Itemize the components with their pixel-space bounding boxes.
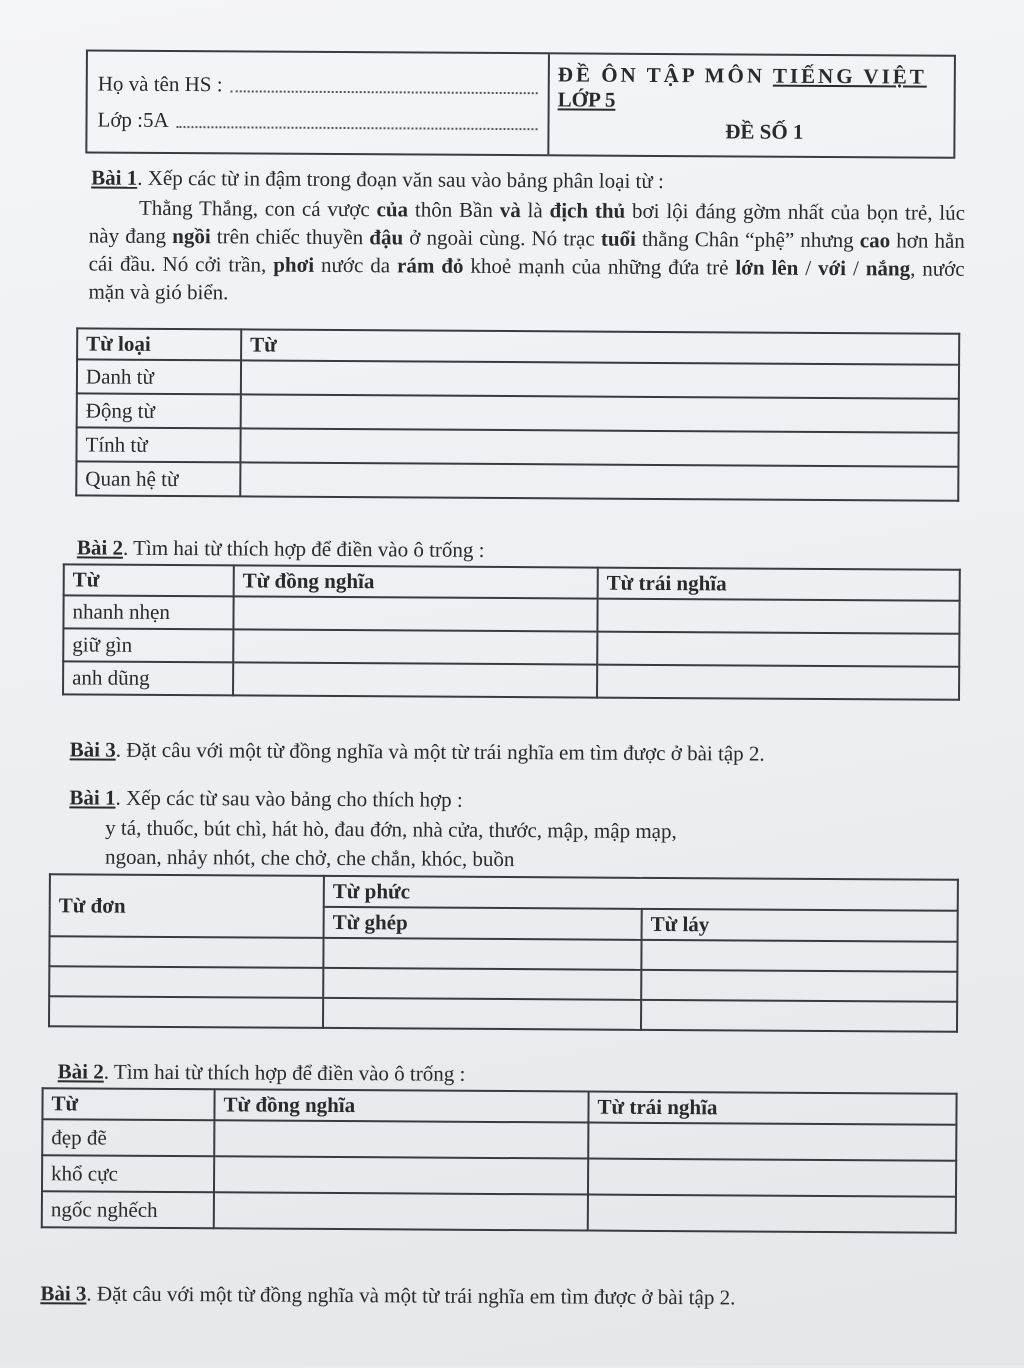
table-row (42, 1155, 956, 1197)
ex1b-title-num: Bài 1 (69, 785, 115, 809)
bold-keyword: phơi (273, 253, 314, 277)
header-single-word: Từ đơn (50, 874, 324, 938)
answer-cell[interactable] (323, 938, 641, 970)
bold-keyword: cao (860, 228, 890, 252)
header-cell: Từ trái nghĩa (588, 1092, 956, 1125)
answer-cell[interactable] (323, 968, 641, 1000)
table-row (76, 427, 958, 466)
passage-segment: bơi lội đáng gờm nhất của bọn trẻ, lúc này đang (89, 199, 965, 248)
answer-cell[interactable] (240, 462, 958, 500)
answer-cell[interactable] (240, 428, 958, 466)
ex2a-title-text: . Tìm hai từ thích hợp để điền vào ô trống : (123, 536, 485, 562)
bold-keyword: nắng (866, 256, 911, 280)
class-blank[interactable] (177, 112, 538, 130)
synonym-cell[interactable] (233, 629, 597, 664)
table-header-row (50, 874, 958, 911)
ex1b-title (69, 785, 463, 812)
header-box (85, 49, 956, 158)
antonym-cell[interactable] (588, 1195, 956, 1233)
row-word: nhanh nhẹn (63, 595, 233, 629)
ex1-passage (88, 193, 965, 310)
table-row (63, 628, 959, 666)
row-label: Danh từ (77, 359, 241, 394)
exam-subject: TIẾNG VIỆT (773, 64, 927, 89)
antonym-cell[interactable] (597, 599, 959, 634)
ex1b-title-text: . Xếp các từ sau vào bảng cho thích hợp : (115, 786, 462, 812)
synonym-cell[interactable] (214, 1156, 588, 1194)
ex3b-title-text: . Đặt câu với một từ đồng nghĩa và một từ trái nghĩa em tìm được ở bài tập 2. (86, 1281, 735, 1309)
passage-segment: ở ngoài cùng. Nó trạc (403, 225, 601, 250)
passage-segment: , nước mặn và gió biển. (88, 256, 964, 304)
answer-cell[interactable] (49, 966, 323, 998)
row-word: anh dũng (63, 661, 233, 695)
passage-segment: trên chiếc thuyền (211, 224, 370, 249)
answer-cell[interactable] (241, 360, 959, 398)
antonym-cell[interactable] (597, 632, 959, 667)
bold-keyword: đậu (369, 225, 403, 249)
ex1-title-num: Bài 1 (91, 165, 137, 189)
ex1-passage-text (88, 196, 965, 305)
answer-cell[interactable] (241, 394, 959, 432)
table-row (42, 1191, 956, 1233)
synonym-cell[interactable] (233, 596, 597, 631)
student-name-label: Họ và tên HS : (98, 71, 223, 97)
ex1b-word-type-table (48, 873, 959, 1033)
row-word: ngốc nghếch (42, 1191, 214, 1228)
bold-keyword: địch thủ (549, 198, 625, 222)
bold-keyword: của (377, 197, 409, 221)
ex3b-title-num: Bài 3 (40, 1281, 86, 1305)
synonym-cell[interactable] (214, 1192, 588, 1230)
header-cell: Từ đồng nghĩa (214, 1089, 588, 1122)
ex1b-word-list (105, 814, 677, 875)
bold-keyword: lớn lên (735, 255, 798, 279)
ex2a-synonym-table (62, 563, 961, 700)
bold-keyword: ngồi (172, 224, 211, 248)
passage-segment: thằng Chân “phệ” nhưng (636, 227, 860, 252)
synonym-cell[interactable] (233, 662, 597, 697)
synonym-cell[interactable] (214, 1120, 588, 1158)
ex1-title (91, 165, 664, 193)
passage-segment: thôn Bần (408, 197, 500, 222)
table-row (77, 393, 959, 432)
ex1-title-text: . Xếp các từ in đậm trong đoạn văn sau vào bảng phân loại từ : (137, 166, 664, 193)
bold-keyword: và (500, 198, 521, 222)
word-list-line: y tá, thuốc, bút chì, hát hò, đau đớn, nhà cửa, thước, mập, mập mạp, (105, 814, 677, 846)
row-word: đẹp đẽ (42, 1119, 214, 1156)
ex3b-title (40, 1281, 735, 1310)
header-cell: Từ (64, 564, 234, 596)
table-row (49, 996, 957, 1032)
passage-segment: là (521, 198, 550, 222)
ex2a-title (77, 535, 485, 562)
ex2a-title-num: Bài 2 (77, 535, 123, 559)
header-compound-word: Từ phức (324, 876, 958, 911)
answer-cell[interactable] (49, 936, 323, 968)
row-label: Tính từ (76, 427, 240, 462)
bold-keyword: với (818, 256, 846, 280)
table-row (42, 1119, 956, 1161)
ex2b-title-num: Bài 2 (58, 1059, 104, 1083)
class-row (97, 102, 537, 141)
bold-keyword: tuổi (601, 227, 636, 251)
bold-keyword: rám đỏ (397, 253, 464, 277)
ex1-word-class-table (75, 327, 960, 501)
header-cell: Từ đồng nghĩa (234, 565, 598, 598)
answer-cell[interactable] (641, 940, 957, 972)
exam-number: ĐỀ SỐ 1 (725, 119, 803, 144)
header-lay: Từ láy (642, 909, 958, 942)
ex2b-synonym-table (41, 1087, 958, 1234)
ex3a-title (70, 737, 765, 766)
antonym-cell[interactable] (588, 1123, 956, 1161)
table-row (77, 359, 959, 398)
student-info (87, 51, 550, 154)
exam-title-prefix: ĐỀ ÔN TẬP MÔN (558, 62, 765, 87)
row-label: Quan hệ từ (76, 461, 240, 496)
antonym-cell[interactable] (597, 665, 959, 700)
passage-segment: khoẻ mạnh của những đứa trẻ (463, 254, 735, 280)
exam-grade: LỚP 5 (558, 87, 946, 114)
row-word: khổ cực (42, 1155, 214, 1192)
table-row (76, 461, 958, 500)
passage-segment: / (798, 256, 818, 280)
passage-segment: nước da (314, 253, 397, 278)
exam-info (549, 54, 954, 156)
passage-segment: / (846, 256, 866, 280)
exam-title (558, 62, 946, 89)
header-cell: Từ (42, 1088, 214, 1120)
passage-segment: Thằng Thắng, con cá vược (139, 196, 377, 221)
ex2b-title (58, 1059, 466, 1086)
student-name-blank[interactable] (231, 76, 538, 94)
word-list-line: ngoan, nhảy nhót, che chở, che chắn, khóc, buồn (105, 843, 677, 875)
answer-cell[interactable] (641, 970, 957, 1002)
row-word: giữ gìn (63, 628, 233, 662)
student-name-row (98, 66, 538, 105)
class-label: Lớp :5A (97, 107, 168, 132)
table-row (63, 661, 959, 699)
passage-segment: hơn hẳn cái đầu. Nó cởi trần, (89, 228, 965, 276)
header-cell: Từ trái nghĩa (598, 568, 960, 601)
table-row (63, 595, 959, 633)
ex2b-title-text: . Tìm hai từ thích hợp để điền vào ô trống : (104, 1060, 466, 1086)
answer-cell[interactable] (49, 996, 323, 1028)
row-label: Động từ (77, 393, 241, 428)
ex3a-title-num: Bài 3 (70, 737, 116, 761)
header-ghep: Từ ghép (324, 907, 642, 940)
ex3a-title-text: . Đặt câu với một từ đồng nghĩa và một từ trái nghĩa em tìm được ở bài tập 2. (116, 738, 765, 766)
antonym-cell[interactable] (588, 1159, 956, 1197)
header-cell: Từ loại (77, 328, 241, 360)
answer-cell[interactable] (641, 1000, 957, 1032)
header-cell: Từ (241, 329, 959, 364)
answer-cell[interactable] (323, 998, 641, 1030)
